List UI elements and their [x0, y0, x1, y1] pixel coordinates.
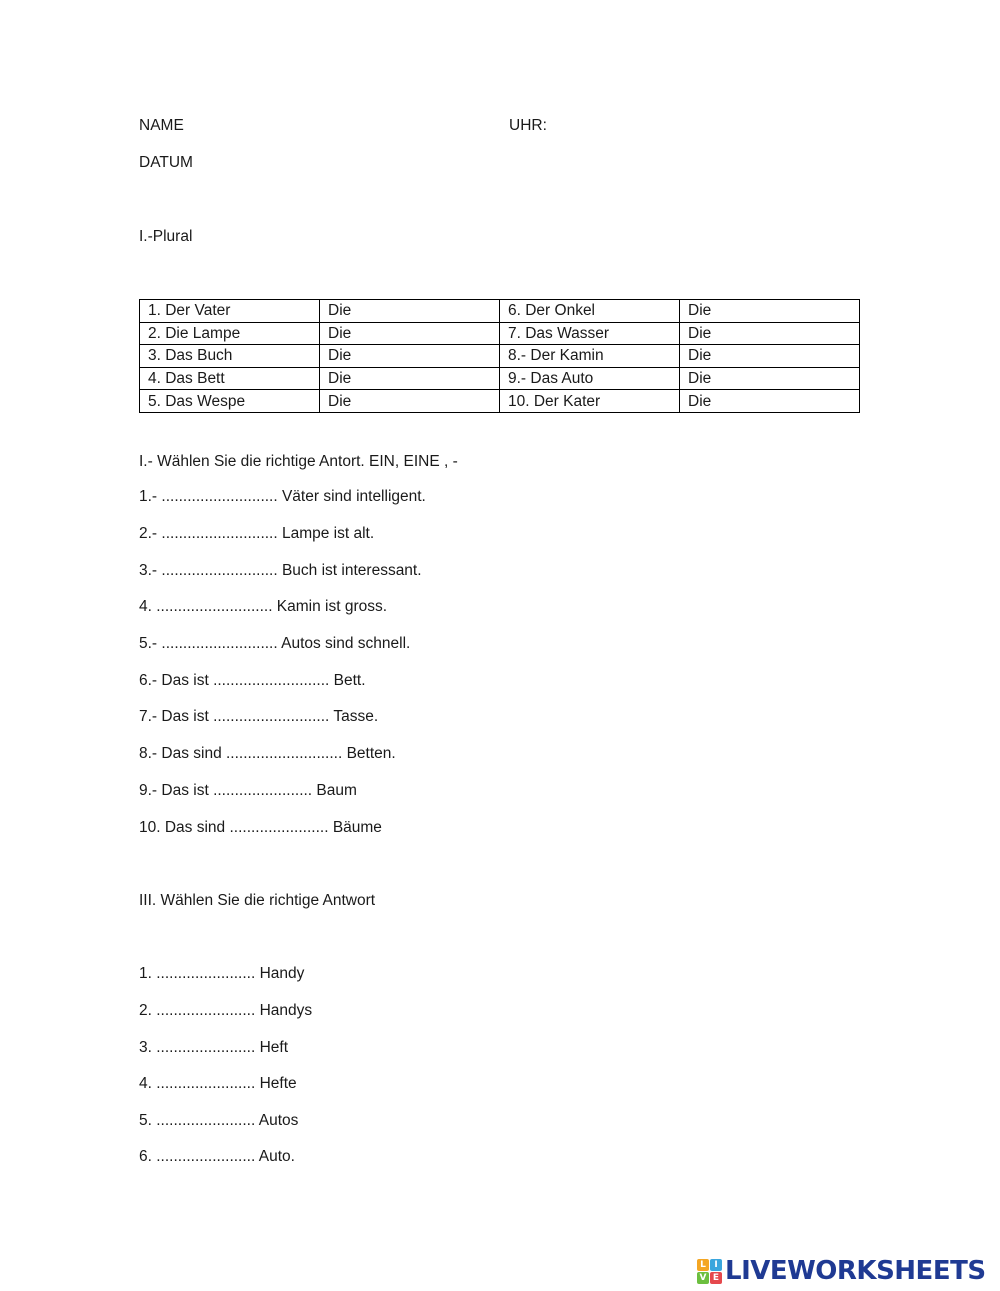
logo-mark-icon [697, 1259, 722, 1284]
table-cell: Die [320, 300, 500, 323]
exercise-item: 9.- Das ist ....................... Baum [139, 782, 357, 799]
table-cell: 6. Der Onkel [500, 300, 680, 323]
plural-table [139, 299, 860, 413]
table-cell: Die [320, 390, 500, 413]
exercise-item: 6. ....................... Auto. [139, 1148, 295, 1165]
exercise-item: 3.- ........................... Buch ist interessant. [139, 562, 422, 579]
section-articles-title: I.- Wählen Sie die richtige Antort. EIN, EINE , - [139, 453, 458, 470]
exercise-item: 4. ........................... Kamin ist gross. [139, 598, 388, 615]
logo-tile: L [697, 1259, 709, 1271]
uhr-label: UHR: [509, 117, 547, 134]
table-cell: Die [320, 322, 500, 345]
table-cell: 5. Das Wespe [140, 390, 320, 413]
section-plural-title: I.-Plural [139, 228, 193, 245]
exercise-item: 3. ....................... Heft [139, 1039, 289, 1056]
datum-label: DATUM [139, 154, 193, 171]
table-cell: 1. Der Vater [140, 300, 320, 323]
logo-text: LIVEWORKSHEETS [725, 1256, 986, 1286]
table-cell: 10. Der Kater [500, 390, 680, 413]
exercise-item: 10. Das sind ....................... Bäume [139, 819, 382, 836]
exercise-item: 1.- ........................... Väter sind intelligent. [139, 488, 426, 505]
table-cell: Die [320, 367, 500, 390]
table-row [140, 345, 860, 368]
table-cell: Die [680, 345, 860, 368]
exercise-item: 7.- Das ist ........................... Tasse. [139, 708, 379, 725]
table-cell: 7. Das Wasser [500, 322, 680, 345]
table-cell: 2. Die Lampe [140, 322, 320, 345]
name-label: NAME [139, 117, 184, 134]
table-row [140, 300, 860, 323]
table-cell: Die [680, 300, 860, 323]
exercise-item: 5.- ........................... Autos sind schnell. [139, 635, 411, 652]
liveworksheets-logo [697, 1256, 986, 1286]
table-row [140, 367, 860, 390]
table-cell: 9.- Das Auto [500, 367, 680, 390]
table-cell: 3. Das Buch [140, 345, 320, 368]
exercise-item: 2.- ........................... Lampe ist alt. [139, 525, 375, 542]
exercise-item: 8.- Das sind ........................... Betten. [139, 745, 396, 762]
exercise-item: 6.- Das ist ........................... Bett. [139, 672, 366, 689]
table-cell: Die [680, 322, 860, 345]
section-answers-title: III. Wählen Sie die richtige Antwort [139, 892, 376, 909]
exercise-item: 2. ....................... Handys [139, 1002, 313, 1019]
table-cell: Die [680, 367, 860, 390]
table-cell: Die [320, 345, 500, 368]
exercise-item: 4. ....................... Hefte [139, 1075, 297, 1092]
exercise-item: 1. ....................... Handy [139, 965, 305, 982]
table-cell: 8.- Der Kamin [500, 345, 680, 368]
logo-tile: V [697, 1272, 709, 1284]
logo-tile: E [710, 1272, 722, 1284]
table-cell: Die [680, 390, 860, 413]
table-cell: 4. Das Bett [140, 367, 320, 390]
logo-tile: I [710, 1259, 722, 1271]
table-row [140, 322, 860, 345]
exercise-item: 5. ....................... Autos [139, 1112, 299, 1129]
table-row [140, 390, 860, 413]
